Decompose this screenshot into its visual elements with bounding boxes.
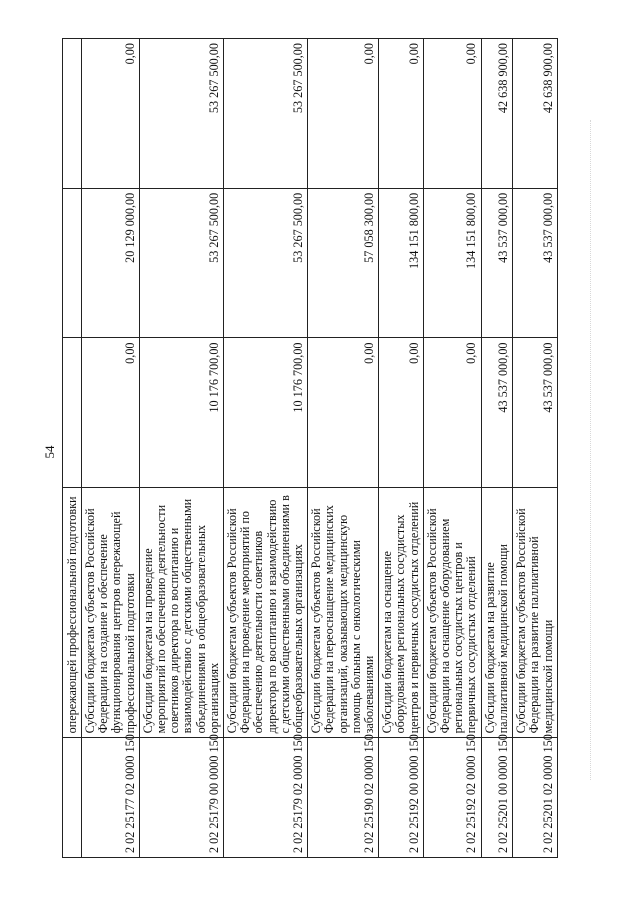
row-code: 2 02 25179 00 0000 150 (139, 738, 223, 858)
row-value-2: 57 058 300,00 (308, 188, 379, 338)
row-value-1: 0,00 (82, 338, 140, 488)
row-value-1: 0,00 (379, 338, 424, 488)
row-value-2 (63, 188, 82, 338)
row-value-1: 0,00 (308, 338, 379, 488)
table-row (423, 39, 481, 858)
table-row (481, 39, 512, 858)
budget-table-body (63, 39, 558, 858)
row-value-3: 42 638 900,00 (481, 39, 512, 189)
row-value-3: 0,00 (423, 39, 481, 189)
row-value-2: 134 151 800,00 (379, 188, 424, 338)
row-value-3: 0,00 (308, 39, 379, 189)
row-value-1: 43 537 000,00 (513, 338, 558, 488)
row-code: 2 02 25192 00 0000 150 (379, 738, 424, 858)
row-value-3: 53 267 500,00 (139, 39, 223, 189)
table-row (224, 39, 308, 858)
row-name: опережающей профессиональной подготовки (63, 488, 82, 738)
row-value-3: 0,00 (379, 39, 424, 189)
row-name: Субсидии бюджетам на проведение мероприятий по обеспечению деятельности советников директора по воспитанию и взаимодействию с детскими общественными объединениями в общеобразовательных организациях (139, 488, 223, 738)
row-code: 2 02 25201 00 0000 150 (481, 738, 512, 858)
row-value-2: 134 151 800,00 (423, 188, 481, 338)
row-value-3: 0,00 (82, 39, 140, 189)
page-number: 54 (42, 445, 57, 459)
rotated-page-content (62, 38, 555, 858)
row-value-3 (63, 39, 82, 189)
table-row (82, 39, 140, 858)
table-row (63, 39, 82, 858)
row-code (63, 738, 82, 858)
table-row (379, 39, 424, 858)
row-value-2: 43 537 000,00 (513, 188, 558, 338)
row-value-2: 43 537 000,00 (481, 188, 512, 338)
row-name: Субсидии бюджетам субъектов Российской Федерации на оснащение оборудованием региональных сосудистых центров и первичных сосудистых отделений (423, 488, 481, 738)
row-name: Субсидии бюджетам субъектов Российской Федерации на создание и обеспечение функционирования центров опережающей профессиональной подготовки (82, 488, 140, 738)
row-value-1: 10 176 700,00 (139, 338, 223, 488)
row-code: 2 02 25177 02 0000 150 (82, 738, 140, 858)
scan-artifact-line (590, 120, 592, 780)
row-value-2: 20 129 000,00 (82, 188, 140, 338)
table-row (513, 39, 558, 858)
row-name: Субсидии бюджетам на оснащение оборудованием региональных сосудистых центров и первичных сосудистых отделений (379, 488, 424, 738)
row-value-1 (63, 338, 82, 488)
budget-table (62, 38, 558, 858)
row-name: Субсидии бюджетам субъектов Российской Федерации на проведение мероприятий по обеспечению деятельности советников директора по воспитанию и взаимодействию с детскими общественными объединениями в общеобразовательных организациях (224, 488, 308, 738)
row-name: Субсидии бюджетам на развитие паллиативной медицинской помощи (481, 488, 512, 738)
table-row (139, 39, 223, 858)
row-value-3: 53 267 500,00 (224, 39, 308, 189)
row-value-1: 10 176 700,00 (224, 338, 308, 488)
row-value-1: 43 537 000,00 (481, 338, 512, 488)
row-name: Субсидии бюджетам субъектов Российской Федерации на переоснащение медицинских организаций, оказывающих медицинскую помощь больным с онкологическими заболеваниями (308, 488, 379, 738)
row-value-2: 53 267 500,00 (139, 188, 223, 338)
table-row (308, 39, 379, 858)
row-name: Субсидии бюджетам субъектов Российской Федерации на развитие паллиативной медицинской помощи (513, 488, 558, 738)
row-code: 2 02 25192 02 0000 150 (423, 738, 481, 858)
row-code: 2 02 25179 02 0000 150 (224, 738, 308, 858)
row-value-1: 0,00 (423, 338, 481, 488)
row-value-3: 42 638 900,00 (513, 39, 558, 189)
row-code: 2 02 25190 02 0000 150 (308, 738, 379, 858)
row-value-2: 53 267 500,00 (224, 188, 308, 338)
row-code: 2 02 25201 02 0000 150 (513, 738, 558, 858)
